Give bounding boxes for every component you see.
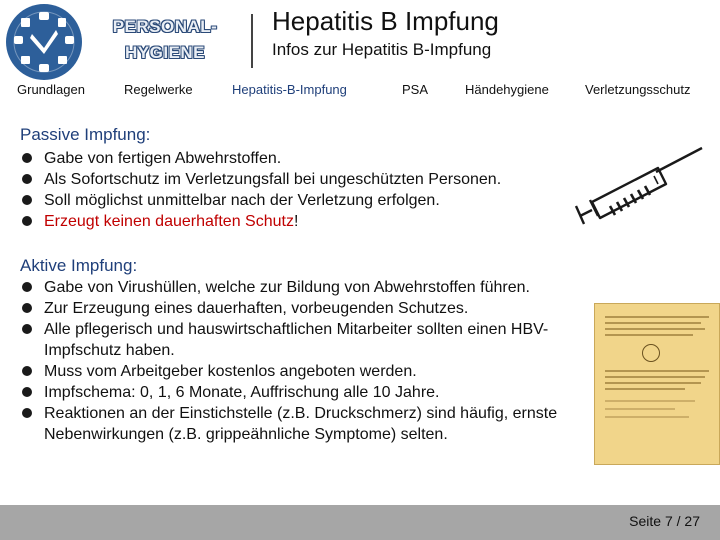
nav-item-verletzungsschutz[interactable]: Verletzungsschutz [585, 82, 691, 97]
list-item: Als Sofortschutz im Verletzungsfall bei ungeschützten Personen. [22, 169, 582, 190]
passive-list [22, 148, 582, 232]
page-title: Hepatitis B Impfung [272, 6, 499, 36]
list-item: Gabe von fertigen Abwehrstoffen. [22, 148, 582, 169]
nav-item-haendehygiene[interactable]: Händehygiene [465, 82, 549, 97]
active-heading: Aktive Impfung: [20, 256, 138, 275]
nav-item-psa[interactable]: PSA [402, 82, 429, 97]
list-item: Gabe von Virushüllen, welche zur Bildung von Abwehrstoffen führen. [22, 277, 602, 298]
page-counter: Seite 7 / 27 [629, 513, 700, 529]
brand-name [96, 14, 234, 66]
list-item: Reaktionen an der Einstichstelle (z.B. Druckschmerz) sind häufig, ernste Nebenwirkungen (z.B. grippeähnliche Symptome) selten. [22, 403, 587, 445]
active-list [22, 277, 602, 445]
header-divider [251, 14, 253, 68]
personal-hygiene-logo [6, 4, 82, 80]
passive-heading: Passive Impfung: [20, 125, 151, 144]
list-item: Alle pflegerisch und hauswirtschaftlichen Mitarbeiter sollten einen HBV-Impfschutz haben. [22, 319, 582, 361]
nav-item-grundlagen[interactable]: Grundlagen [17, 82, 85, 97]
vaccination-certificate-image [594, 303, 720, 465]
list-item: Soll möglichst unmittelbar nach der Verletzung erfolgen. [22, 190, 582, 211]
top-navigation [0, 82, 720, 102]
nav-item-hepatitis-b-impfung[interactable]: Hepatitis-B-Impfung [232, 82, 347, 97]
hygiene-pictograms-icon [6, 4, 82, 80]
syringe-icon [570, 140, 710, 230]
nav-item-regelwerke[interactable]: Regelwerke [124, 82, 193, 97]
emblem-icon [642, 344, 660, 362]
brand-line-2: HYGIENE [124, 43, 206, 62]
exclamation-mark: ! [293, 213, 299, 230]
list-item: Zur Erzeugung eines dauerhaften, vorbeugenden Schutzes. [22, 298, 602, 319]
page-subtitle: Infos zur Hepatitis B-Impfung [272, 40, 492, 59]
warning-list-item: Erzeugt keinen dauerhaften Schutz! [22, 211, 582, 232]
list-item: Impfschema: 0, 1, 6 Monate, Auffrischung alle 10 Jahre. [22, 382, 602, 403]
list-item: Muss vom Arbeitgeber kostenlos angeboten werden. [22, 361, 602, 382]
footer-bar [0, 505, 720, 540]
brand-line-1: PERSONAL- [112, 17, 218, 36]
